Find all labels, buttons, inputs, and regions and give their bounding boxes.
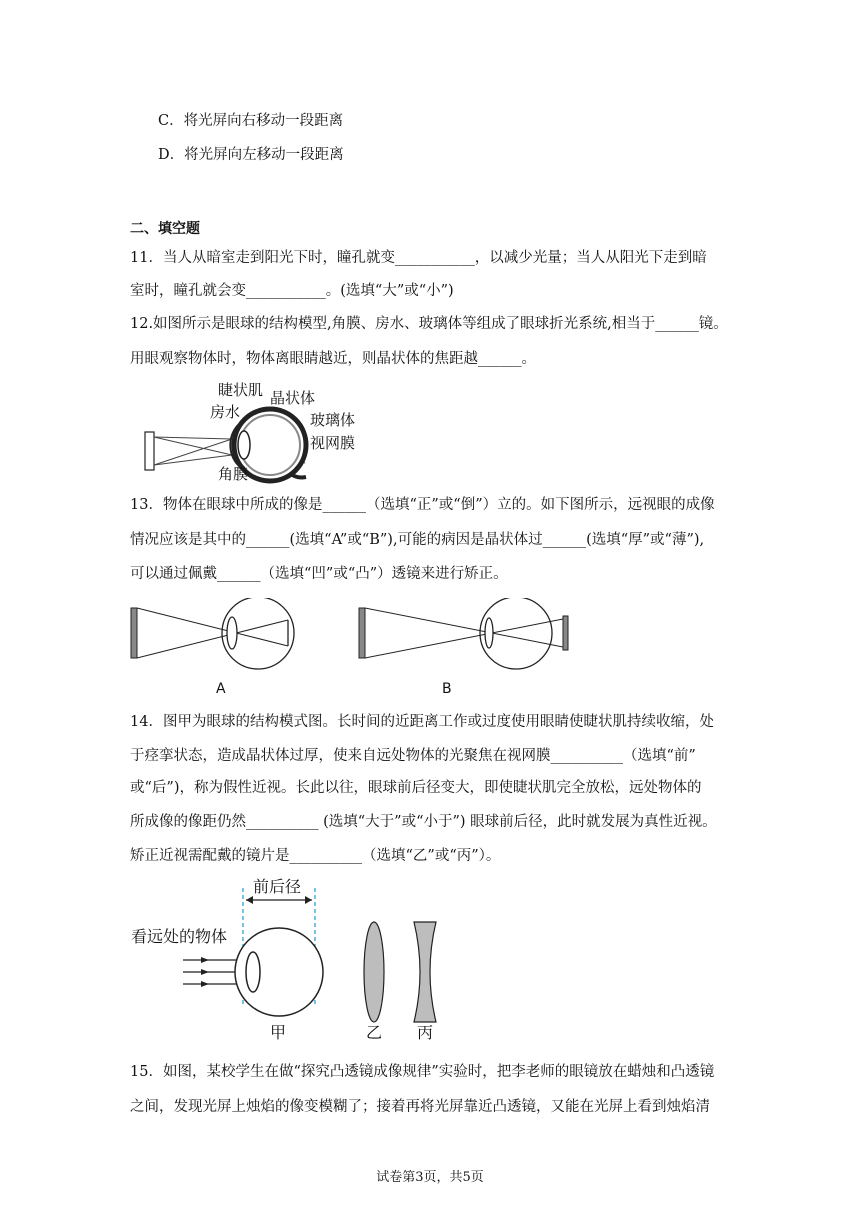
q14-line4: 所成像的像距仍然__________ (选填“大于”或“小于”) 眼球前后径，此时就发展为真性近视。 bbox=[130, 814, 717, 830]
label-aqueous: 房水 bbox=[210, 403, 241, 421]
eye-structure-diagram bbox=[140, 375, 380, 485]
label-jia: 甲 bbox=[270, 1023, 287, 1042]
q11-line1: 11．当人从暗室走到阳光下时，瞳孔就变___________，以减少光量；当人从阳光下走到暗 bbox=[130, 250, 707, 266]
q12-line2: 用眼观察物体时，物体离眼睛越近，则晶状体的焦距越______。 bbox=[130, 351, 536, 367]
eye-image-diagram-b bbox=[356, 598, 586, 698]
q13-line2: 情况应该是其中的______(选填“A”或“B”),可能的病因是晶状体过______(选填“厚”或“薄”), bbox=[130, 532, 705, 548]
q11-line2: 室时，瞳孔就会变___________。(选填“大”或“小”) bbox=[130, 283, 454, 299]
option-c: C．将光屏向右移动一段距离 bbox=[158, 113, 344, 129]
q15-line1: 15．如图，某校学生在做“探究凸透镜成像规律”实验时，把李老师的眼镜放在蜡烛和凸透镜 bbox=[130, 1064, 715, 1080]
q13-line3: 可以通过佩戴______（选填“凹”或“凸”）透镜来进行矫正。 bbox=[130, 566, 508, 582]
q15-line2: 之间，发现光屏上烛焰的像变模糊了；接着再将光屏靠近凸透镜，又能在光屏上看到烛焰清 bbox=[130, 1099, 710, 1115]
eye-image-diagram-a bbox=[128, 598, 318, 698]
option-d: D．将光屏向左移动一段距离 bbox=[158, 147, 344, 163]
label-b: B bbox=[442, 681, 452, 697]
q14-line2: 于痉挛状态，造成晶状体过厚，使来自远处物体的光聚焦在视网膜__________（选填“前” bbox=[130, 748, 696, 764]
label-ciliary: 睫状肌 bbox=[218, 381, 264, 399]
label-axis: 前后径 bbox=[253, 877, 302, 896]
label-lens: 晶状体 bbox=[270, 389, 316, 407]
myopia-lens-diagram bbox=[125, 872, 465, 1047]
q12-line1: 12.如图所示是眼球的结构模型,角膜、房水、玻璃体等组成了眼球折光系统,相当于______镜。 bbox=[130, 316, 728, 332]
label-bing: 丙 bbox=[417, 1023, 434, 1042]
q14-line1: 14．图甲为眼球的结构模式图。长时间的近距离工作或过度使用眼睛使睫状肌持续收缩，处 bbox=[130, 714, 714, 730]
section-title-fill-blank: 二、填空题 bbox=[130, 221, 200, 237]
convex-lens-yi bbox=[364, 922, 384, 1022]
label-retina: 视网膜 bbox=[310, 434, 356, 452]
q13-line1: 13．物体在眼球中所成的像是______（选填“正”或“倒”）立的。如下图所示，远视眼的成像 bbox=[130, 497, 715, 513]
q14-line3: 或“后”)，称为假性近视。长此以往，眼球前后径变大，即使睫状肌完全放松，远处物体的 bbox=[130, 780, 702, 796]
label-vitreous: 玻璃体 bbox=[310, 411, 356, 429]
lens-shape bbox=[238, 431, 250, 459]
label-far-object: 看远处的物体 bbox=[131, 927, 228, 946]
q14-line5: 矫正近视需配戴的镜片是__________（选填“乙”或“丙”）。 bbox=[130, 848, 501, 864]
candle-object bbox=[145, 432, 154, 470]
concave-lens-bing bbox=[414, 922, 436, 1022]
label-cornea: 角膜 bbox=[218, 465, 249, 483]
label-a: A bbox=[216, 681, 226, 697]
page-footer: 试卷第3页，共5页 bbox=[376, 1170, 484, 1185]
label-yi: 乙 bbox=[366, 1023, 383, 1042]
